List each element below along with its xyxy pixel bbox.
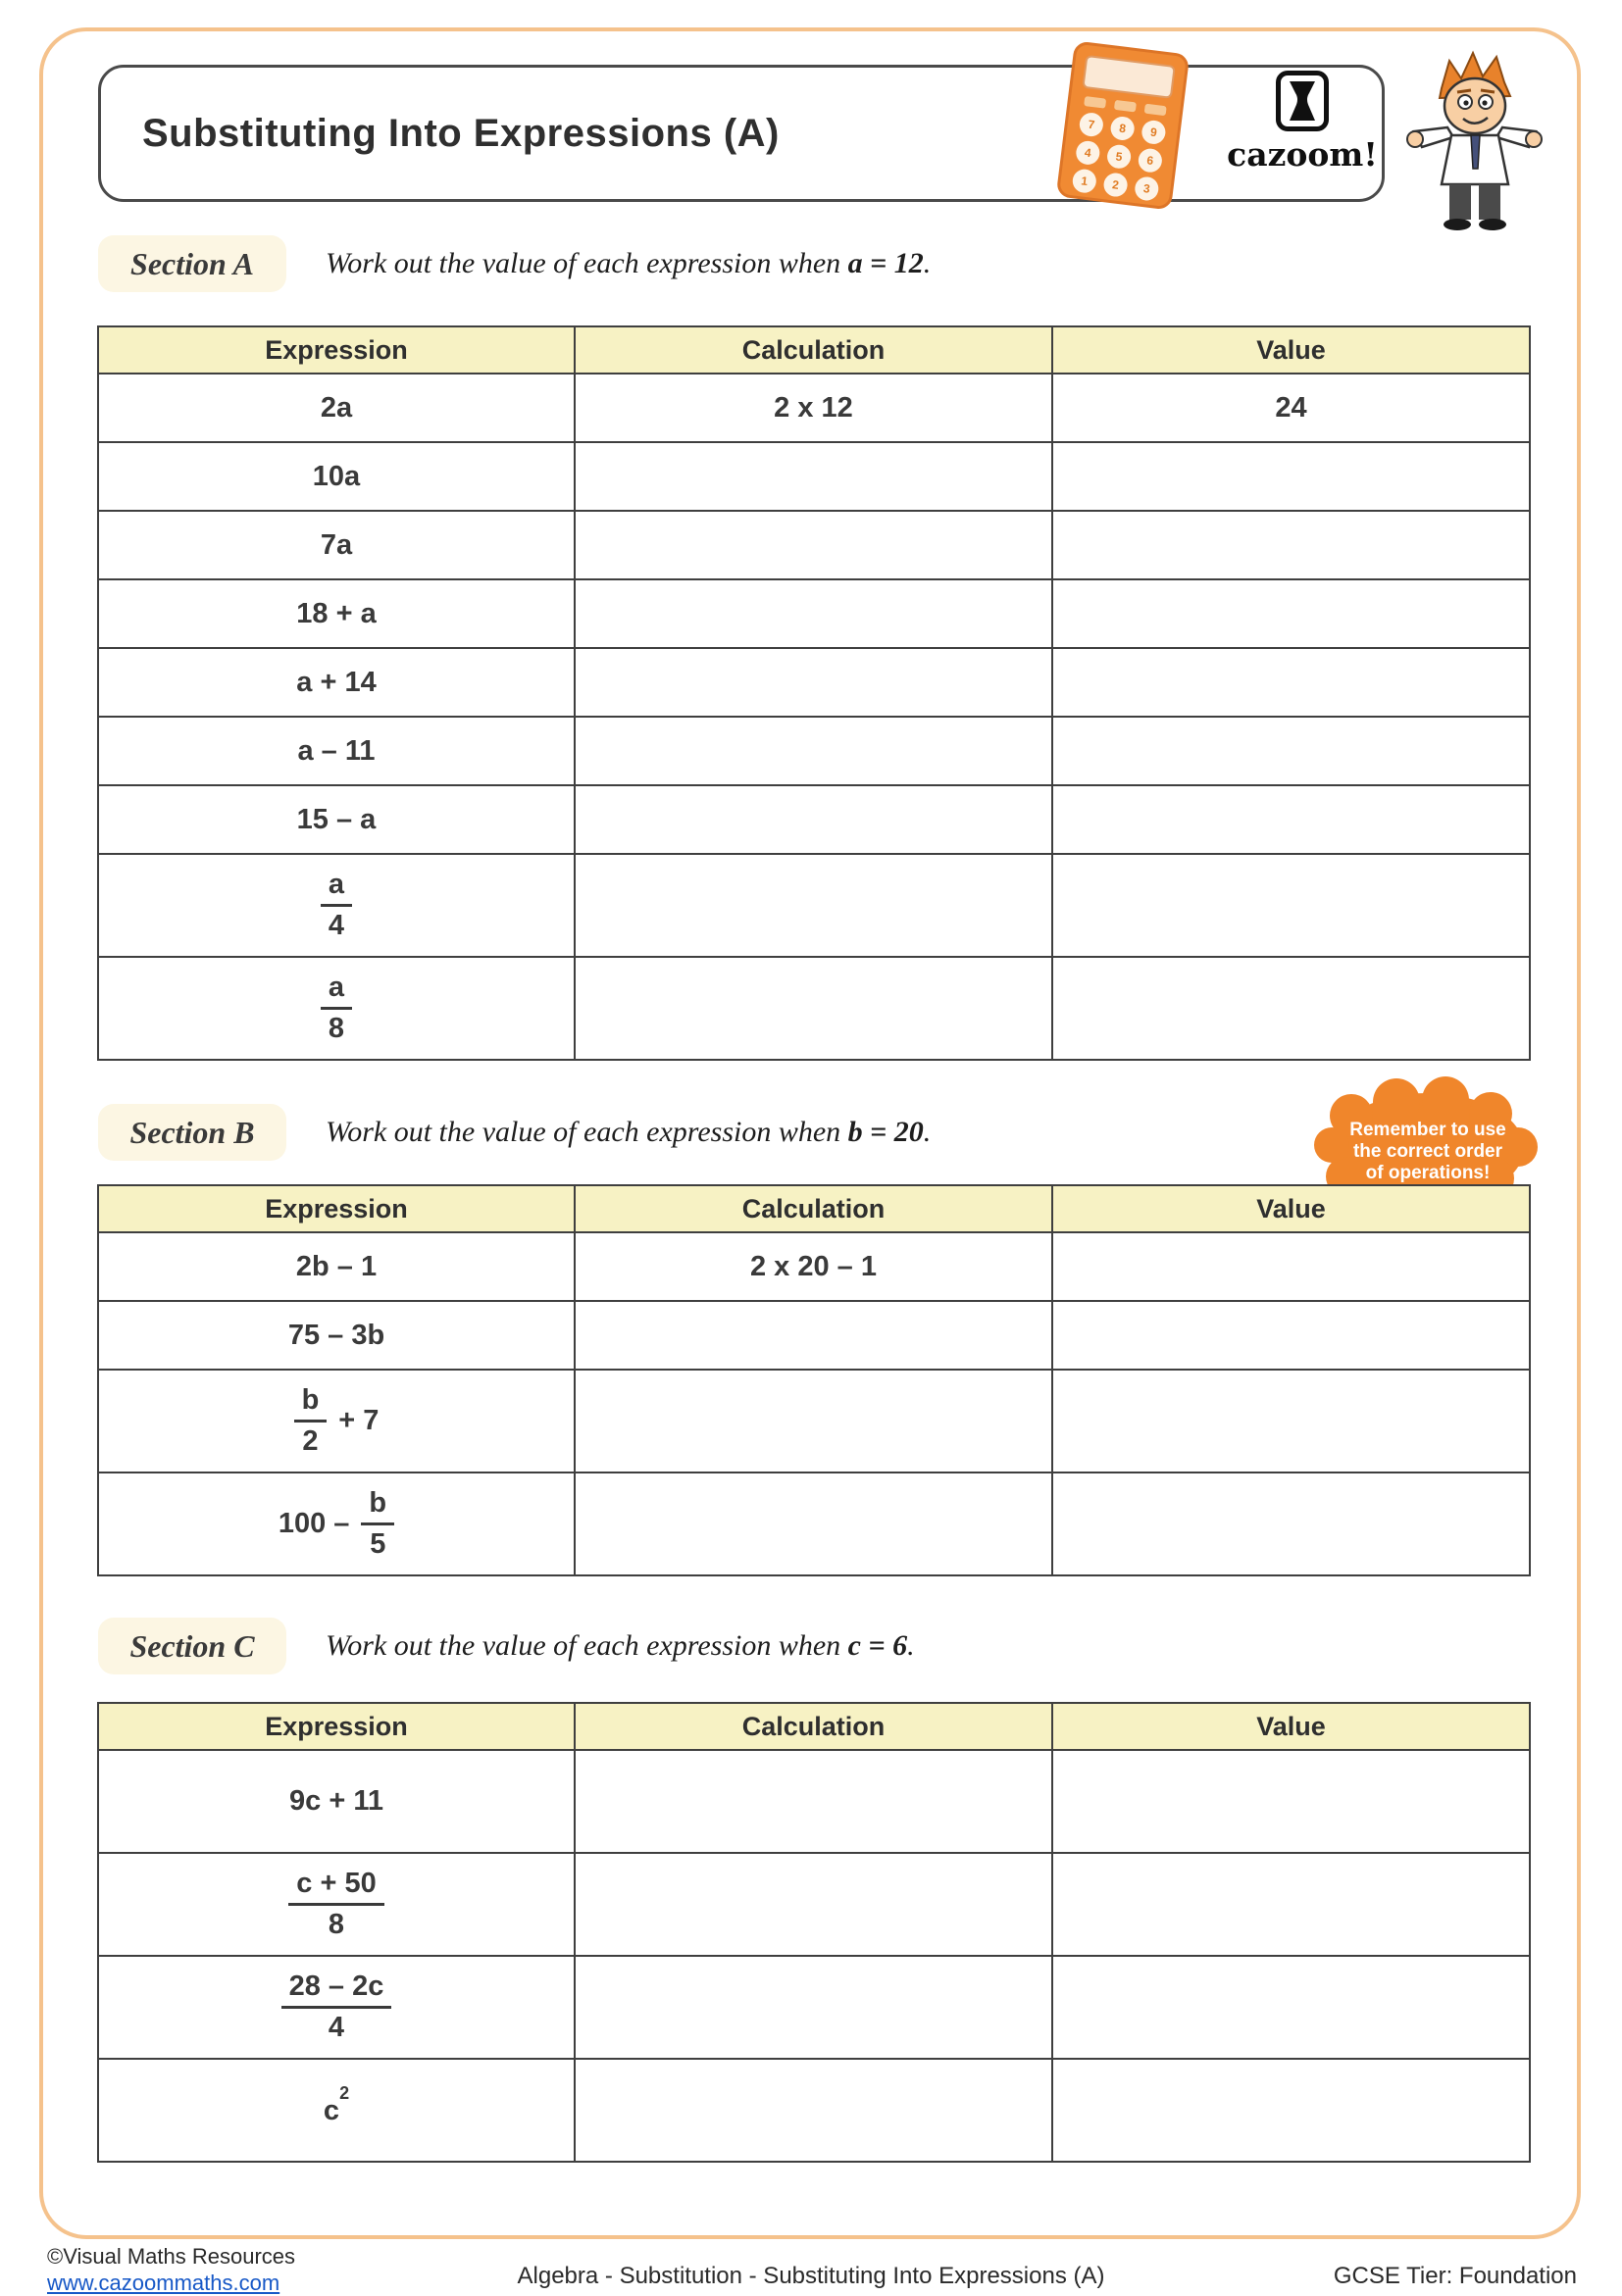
expression-cell [98, 1956, 575, 2059]
calculation-cell [575, 579, 1052, 648]
value-cell [1052, 717, 1530, 785]
calculation-cell [575, 511, 1052, 579]
col-value: Value [1052, 1703, 1530, 1750]
value-cell [1052, 785, 1530, 854]
col-expression: Expression [98, 1703, 575, 1750]
value-cell [1052, 1232, 1530, 1301]
table-row [98, 1232, 1530, 1301]
expression-cell [98, 1370, 575, 1472]
website-link[interactable]: www.cazoommaths.com [47, 2271, 280, 2295]
table-row [98, 1956, 1530, 2059]
value-cell: 24 [1052, 374, 1530, 442]
expression-cell [98, 1472, 575, 1575]
value-cell [1052, 854, 1530, 957]
calculation-cell: 2 x 12 [575, 374, 1052, 442]
col-value: Value [1052, 1185, 1530, 1232]
calculator-screen [1082, 55, 1175, 99]
table-row [98, 2059, 1530, 2162]
table-row [98, 1370, 1530, 1472]
table-row [98, 1472, 1530, 1575]
reminder-line-1: Remember to use [1349, 1120, 1506, 1140]
expression-cell: 7a [98, 511, 575, 579]
fraction: $\frac{b}{2}$ [294, 1384, 328, 1458]
calculation-cell [575, 1472, 1052, 1575]
fraction: $\frac{28 - 2c}{4}$ [281, 1971, 392, 2044]
page-title: Substituting Into Expressions (A) [142, 112, 780, 155]
expression-cell: 75 – 3b [98, 1301, 575, 1370]
calculation-cell [575, 442, 1052, 511]
expression-cell: a – 11 [98, 717, 575, 785]
section-b-instruction: Work out the value of each expression when b = 20. [326, 1116, 932, 1148]
expression-cell [98, 854, 575, 957]
substitution-value: c = 6 [847, 1629, 908, 1662]
cazoom-logo-icon [1276, 71, 1329, 131]
col-expression: Expression [98, 326, 575, 374]
table-row [98, 785, 1530, 854]
col-value: Value [1052, 326, 1530, 374]
reminder-line-3: of operations! [1365, 1163, 1491, 1183]
value-cell [1052, 579, 1530, 648]
section-b-table [97, 1184, 1531, 1576]
expression-cell [98, 1853, 575, 1956]
table-row [98, 1853, 1530, 1956]
calculation-cell: 2 x 20 – 1 [575, 1232, 1052, 1301]
copyright-text: ©Visual Maths Resources [47, 2244, 296, 2269]
expression-cell: a + 14 [98, 648, 575, 717]
value-cell [1052, 1853, 1530, 1956]
value-cell [1052, 648, 1530, 717]
table-row [98, 442, 1530, 511]
value-cell [1052, 957, 1530, 1060]
brand-name: cazoom! [1227, 135, 1378, 174]
calculation-cell [575, 1301, 1052, 1370]
table-row [98, 511, 1530, 579]
expression-suffix: + 7 [338, 1405, 380, 1436]
footer-breadcrumb: Algebra - Substitution - Substituting Into Expressions (A) [517, 2263, 1105, 2289]
calculation-cell [575, 785, 1052, 854]
value-cell [1052, 511, 1530, 579]
fraction: $\frac{c + 50}{8}$ [288, 1868, 383, 1941]
expression-cell: 2a [98, 374, 575, 442]
section-a-instruction: Work out the value of each expression when a = 12. [326, 247, 932, 279]
table-row [98, 648, 1530, 717]
expression-cell: 15 – a [98, 785, 575, 854]
fraction: $\frac{a}{4}$ [321, 869, 352, 942]
section-c-table [97, 1702, 1531, 2163]
expression-prefix: 100 – [278, 1508, 350, 1539]
table-row [98, 1301, 1530, 1370]
section-b-label: Section B [98, 1104, 286, 1161]
table-row [98, 717, 1530, 785]
substitution-value: a = 12 [847, 247, 924, 279]
section-c-instruction: Work out the value of each expression when c = 6. [326, 1629, 915, 1662]
exponent: 2 [339, 2083, 350, 2104]
table-row [98, 579, 1530, 648]
calculation-cell [575, 1750, 1052, 1853]
section-c-label: Section C [98, 1618, 286, 1674]
expression-cell [98, 2059, 575, 2162]
col-calculation: Calculation [575, 1703, 1052, 1750]
calculation-cell [575, 1956, 1052, 2059]
calculation-cell [575, 2059, 1052, 2162]
expression-cell: 9c + 11 [98, 1750, 575, 1853]
value-cell [1052, 1750, 1530, 1853]
calculation-cell [575, 957, 1052, 1060]
calculation-cell [575, 717, 1052, 785]
table-row [98, 957, 1530, 1060]
mascot-character [1385, 45, 1561, 246]
footer-tier: GCSE Tier: Foundation [1333, 2263, 1577, 2289]
calculation-cell [575, 1370, 1052, 1472]
col-expression: Expression [98, 1185, 575, 1232]
table-row [98, 1750, 1530, 1853]
col-calculation: Calculation [575, 326, 1052, 374]
section-a-table [97, 325, 1531, 1061]
value-cell [1052, 2059, 1530, 2162]
table-header-row [98, 326, 1530, 374]
expression-cell: 2b – 1 [98, 1232, 575, 1301]
table-row [98, 854, 1530, 957]
table-header-row [98, 1703, 1530, 1750]
table-row [98, 374, 1530, 442]
value-cell [1052, 1370, 1530, 1472]
reminder-line-2: the correct order [1352, 1141, 1503, 1162]
value-cell [1052, 1301, 1530, 1370]
value-cell [1052, 442, 1530, 511]
expression-cell: 10a [98, 442, 575, 511]
calculation-cell [575, 648, 1052, 717]
power-expression: $c^2$ [323, 2083, 350, 2126]
substitution-value: b = 20 [847, 1116, 924, 1148]
value-cell [1052, 1472, 1530, 1575]
table-header-row [98, 1185, 1530, 1232]
goblet-icon [1286, 79, 1319, 123]
worksheet-header [98, 65, 1385, 202]
cazoom-logo [1224, 71, 1381, 174]
calculation-cell [575, 854, 1052, 957]
expression-cell: 18 + a [98, 579, 575, 648]
expression-cell [98, 957, 575, 1060]
fraction: $\frac{b}{5}$ [361, 1487, 394, 1561]
calculator-icon: 7 8 9 4 5 6 1 2 3 [1056, 40, 1191, 210]
col-calculation: Calculation [575, 1185, 1052, 1232]
value-cell [1052, 1956, 1530, 2059]
fraction: $\frac{a}{8}$ [321, 972, 352, 1045]
section-a-label: Section A [98, 235, 286, 292]
calculation-cell [575, 1853, 1052, 1956]
